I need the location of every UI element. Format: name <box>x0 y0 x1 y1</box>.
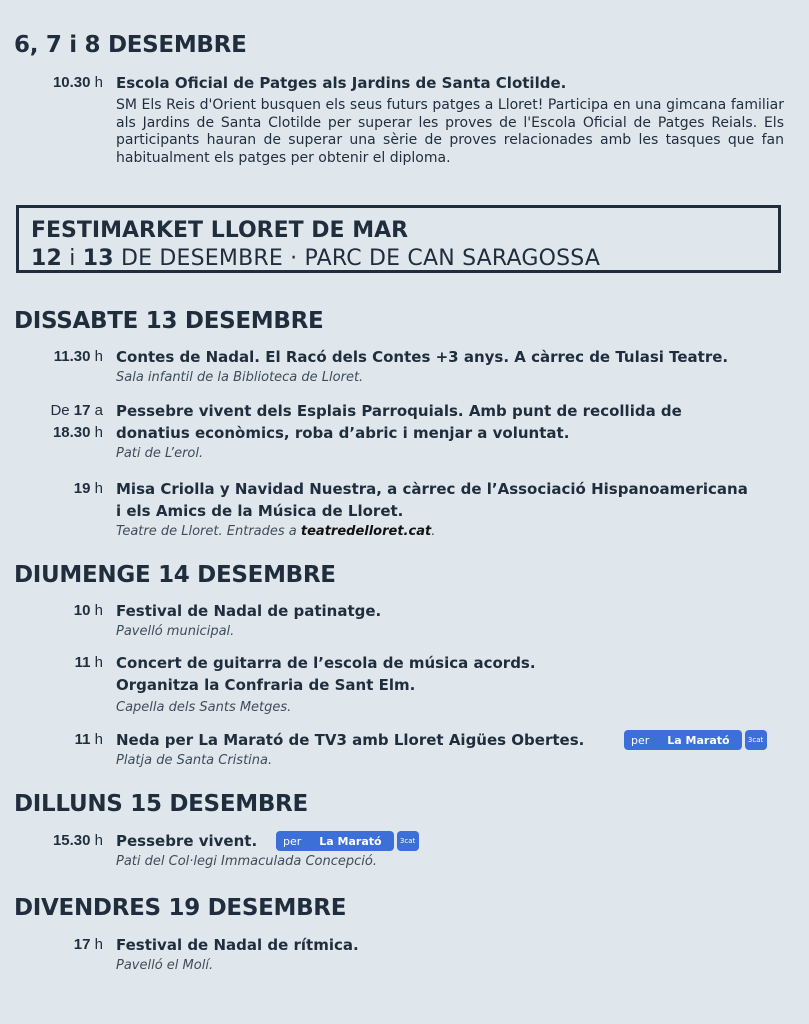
3cat-logo-icon: 3cat <box>745 730 767 750</box>
event-title: Escola Oficial de Patges als Jardins de Santa Clotilde. <box>116 74 567 92</box>
event-time: 19 h <box>73 480 103 497</box>
section-heading-dilluns: DILLUNS 15 DESEMBRE <box>14 791 308 817</box>
event-place: Teatre de Lloret. Entrades a teatredelloret.cat. <box>116 524 436 539</box>
event-place: Pavelló el Molí. <box>116 958 214 973</box>
event-place: Pati del Col·legi Immaculada Concepció. <box>116 854 377 869</box>
festimarket-box <box>16 205 781 273</box>
section-heading-6-7-8: 6, 7 i 8 DESEMBRE <box>14 32 247 58</box>
event-place: Pavelló municipal. <box>116 624 235 639</box>
event-time: De 17 a 18.30 h <box>50 402 103 441</box>
event-place: Platja de Santa Cristina. <box>116 753 273 768</box>
event-time: 11 h <box>74 731 103 748</box>
event-time: 10 h <box>73 602 103 619</box>
event-description: SM Els Reis d'Orient busquen els seus futurs patges a Lloret! Participa en una gimcana familiar als Jardins de Santa Clotilde per superar les proves de l'Escola Oficial de Patges Reials. Els participants hauran de superar una sèrie de proves relacionades amb les tasques que fan habitualment els patges per obtenir el diploma. <box>116 97 784 166</box>
event-title: Contes de Nadal. El Racó dels Contes +3 anys. A càrrec de Tulasi Teatre. <box>116 348 729 366</box>
event-place: Sala infantil de la Biblioteca de Lloret. <box>116 370 364 385</box>
event-place: Capella dels Sants Metges. <box>116 700 292 715</box>
event-time: 10.30 h <box>52 74 103 91</box>
section-heading-divendres: DIVENDRES 19 DESEMBRE <box>14 895 347 921</box>
event-time: 11 h <box>74 654 103 671</box>
event-title: Pessebre vivent dels Esplais Parroquials. Amb punt de recollida de donatius econòmics, roba d’abric i menjar a voluntat. <box>116 402 682 442</box>
event-title: Festival de Nadal de rítmica. <box>116 936 359 954</box>
marato-badge: per La Marató 3cat <box>276 831 419 851</box>
section-heading-dissabte: DISSABTE 13 DESEMBRE <box>14 308 324 334</box>
event-title: Pessebre vivent. <box>116 832 258 850</box>
event-time: 15.30 h <box>52 832 103 849</box>
event-title: Neda per La Marató de TV3 amb Lloret Aigües Obertes. <box>116 731 585 749</box>
section-heading-diumenge: DIUMENGE 14 DESEMBRE <box>14 562 336 588</box>
event-time: 17 h <box>73 936 103 953</box>
event-title: Festival de Nadal de patinatge. <box>116 602 382 620</box>
theatre-link[interactable]: teatredelloret.cat <box>300 524 432 539</box>
marato-badge: per La Marató 3cat <box>624 730 767 750</box>
festimarket-subtitle: 12 i 13 DE DESEMBRE · PARC DE CAN SARAGOSSA <box>31 246 601 271</box>
event-time: 11.30 h <box>53 348 103 365</box>
3cat-logo-icon: 3cat <box>397 831 419 851</box>
festimarket-title: FESTIMARKET LLORET DE MAR <box>31 218 409 243</box>
event-title: Concert de guitarra de l’escola de música acords. Organitza la Confraria de Sant Elm. <box>116 654 536 694</box>
event-title: Misa Criolla y Navidad Nuestra, a càrrec de l’Associació Hispanoamericana i els Amics de la Música de Lloret. <box>116 480 748 520</box>
event-place: Pati de L’erol. <box>116 446 204 461</box>
